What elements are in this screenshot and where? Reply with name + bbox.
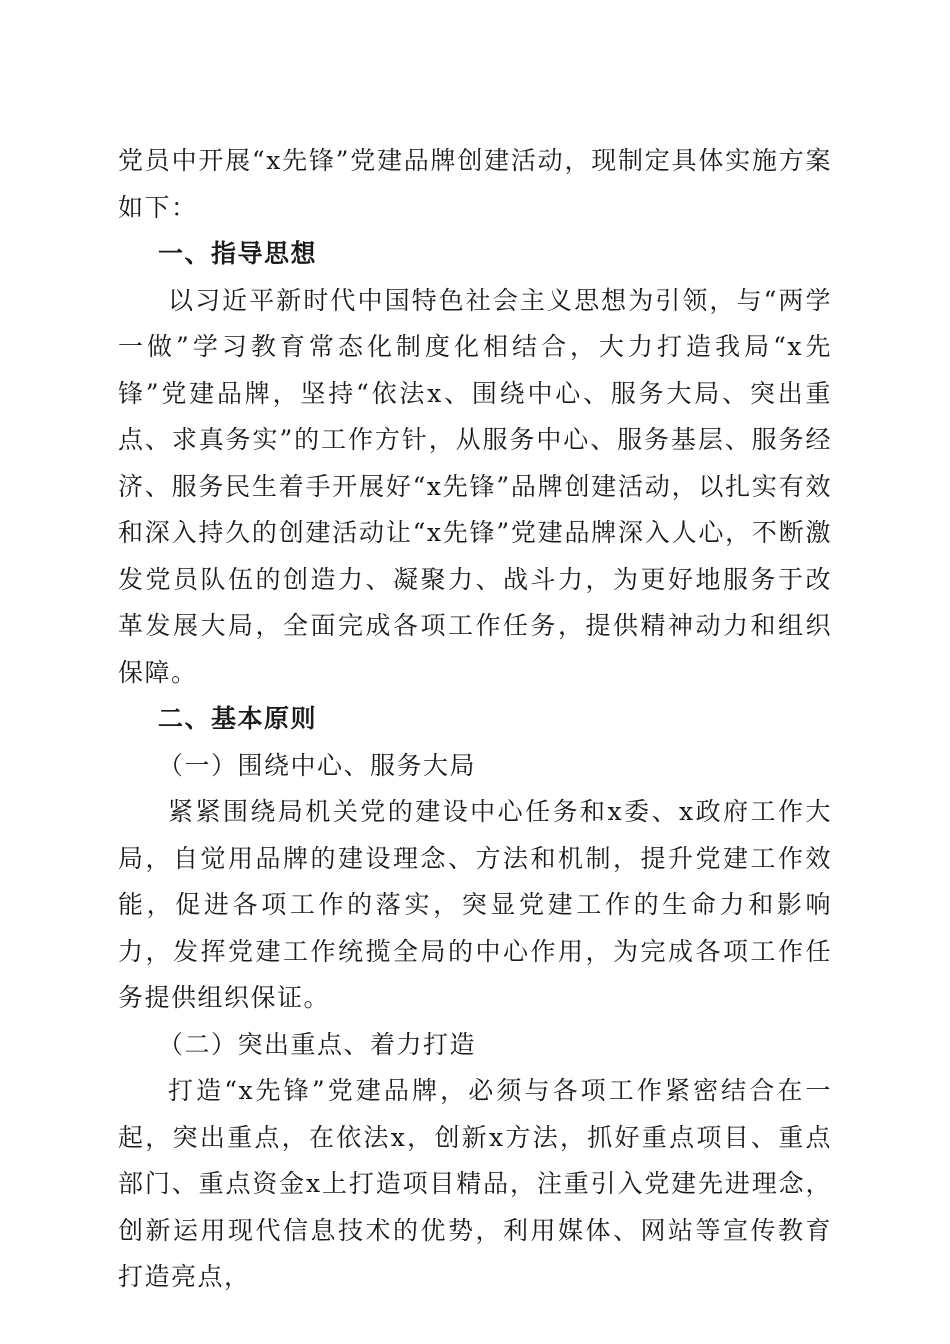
intro-paragraph: 党员中开展“x先锋”党建品牌创建活动，现制定具体实施方案如下： (118, 146, 832, 222)
section-heading-basic-principles: 二、基本原则 (158, 704, 318, 733)
document-body (118, 138, 832, 1301)
subheading-focus-build: （二）突出重点、着力打造 (158, 1029, 477, 1059)
guiding-ideology-paragraph: 以习近平新时代中国特色社会主义思想为引领，与“两学一做”学习教育常态化制度化相结合，大力打造我局“x先锋”党建品牌，坚持“依法x、围绕中心、服务大局、突出重点、求真务实”的工作方针，从服务中心、服务基层、服务经济、服务民生着手开展好“x先锋”品牌创建活动，以扎实有效和深入持久的创建活动让“x先锋”党建品牌深入人心，不断激发党员队伍的创造力、凝聚力、战斗力，为更好地服务于改革发展大局，全面完成各项工作任务，提供精神动力和组织保障。 (118, 285, 832, 687)
center-overall-paragraph: 紧紧围绕局机关党的建设中心任务和x委、x政府工作大局，自觉用品牌的建设理念、方法和机制，提升党建工作效能，促进各项工作的落实，突显党建工作的生命力和影响力，发挥党建工作统揽全局的中心作用，为完成各项工作任务提供组织保证。 (118, 797, 832, 1012)
focus-build-paragraph: 打造“x先锋”党建品牌，必须与各项工作紧密结合在一起，突出重点，在依法x，创新x方法，抓好重点项目、重点部门、重点资金x上打造项目精品，注重引入党建先进理念，创新运用现代信息技术的优势，利用媒体、网站等宣传教育打造亮点， (118, 1076, 832, 1291)
subheading-center-overall: （一）围绕中心、服务大局 (158, 750, 477, 780)
section-heading-guiding-ideology: 一、指导思想 (158, 239, 318, 268)
